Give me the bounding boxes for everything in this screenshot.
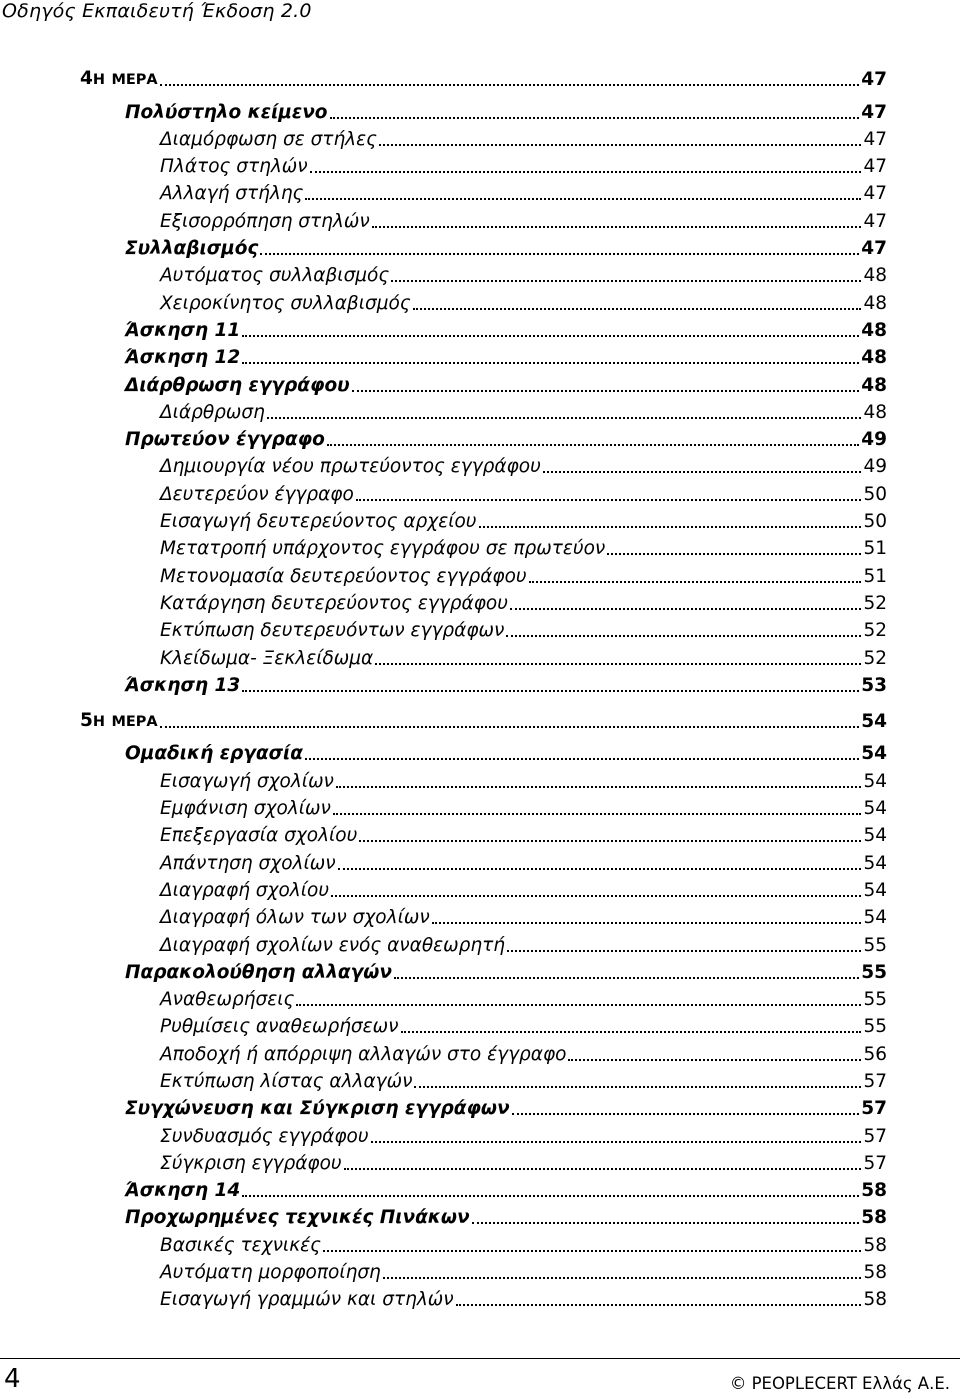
toc-entry-text: Συνδυασμός εγγράφου: [160, 1125, 369, 1147]
toc-entry-sub[interactable]: [0, 820, 887, 847]
toc-entry-sub[interactable]: [0, 902, 887, 929]
footer-page-number: 4: [4, 1364, 21, 1394]
toc-entry-section[interactable]: [0, 957, 887, 984]
toc-entry-sub[interactable]: [0, 1038, 887, 1065]
toc-page-number: 48: [861, 347, 887, 369]
toc-dot-leader: [510, 607, 862, 610]
toc-entry-sub[interactable]: [0, 1148, 887, 1175]
toc-entry-sub[interactable]: [0, 1257, 887, 1284]
toc-dot-leader: [391, 279, 861, 282]
toc-entry-text: Άσκηση 13: [125, 674, 241, 696]
toc-dot-leader: [432, 921, 862, 924]
toc-dot-leader: [352, 389, 860, 392]
toc-entry-sub[interactable]: [0, 1229, 887, 1256]
toc-page-number: 54: [861, 711, 887, 733]
toc-dot-leader: [607, 552, 861, 555]
toc-entry-text: Μετονομασία δευτερεύοντος εγγράφου: [160, 565, 527, 587]
toc-page-number: 47: [863, 210, 887, 232]
toc-day-ordinal: Η: [92, 72, 106, 89]
toc-entry-text: Βασικές τεχνικές: [160, 1234, 321, 1256]
toc-entry-sub[interactable]: [0, 642, 887, 669]
toc-dot-leader: [242, 689, 859, 692]
toc-entry-text: Αυτόματος συλλαβισμός: [160, 265, 390, 287]
toc-entry-text: Αποδοχή ή απόρριψη αλλαγών στο έγγραφο: [160, 1043, 567, 1065]
toc-page-number: 54: [863, 770, 887, 792]
toc-dot-leader: [330, 116, 860, 119]
toc-page-number: 54: [861, 743, 887, 765]
toc-entry-section[interactable]: [0, 1175, 887, 1202]
toc-page-number: 51: [863, 565, 887, 587]
toc-dot-leader: [242, 1194, 859, 1197]
toc-entry-text: Ομαδική εργασία: [125, 743, 303, 765]
toc-entry-text: Αναθεωρήσεις: [160, 989, 295, 1011]
toc-entry-section[interactable]: [0, 1202, 887, 1229]
toc-entry-sub[interactable]: [0, 1011, 887, 1038]
toc-dot-leader: [305, 757, 859, 760]
toc-entry-text: Εισαγωγή σχολίων: [160, 770, 334, 792]
toc-page-number: 54: [863, 852, 887, 874]
toc-dot-leader: [344, 1167, 862, 1170]
toc-page-number: 47: [863, 156, 887, 178]
toc-entry-sub[interactable]: [0, 560, 887, 587]
toc-entry-text: Εκτύπωση δευτερευόντων εγγράφων: [160, 620, 505, 642]
toc-dot-leader: [323, 1249, 861, 1252]
toc-entry-text: Εισαγωγή δευτερεύοντος αρχείου: [160, 511, 477, 533]
toc-entry-text: Συλλαβισμός: [125, 238, 259, 260]
toc-dot-leader: [507, 949, 861, 952]
toc-page-number: 54: [863, 879, 887, 901]
toc-entry-text: [80, 710, 158, 733]
toc-entry-text: Αλλαγή στήλης: [160, 183, 304, 205]
toc-entry-sub[interactable]: [0, 205, 887, 232]
toc-entry-text: Παρακολούθηση αλλαγών: [125, 961, 392, 983]
toc-dot-leader: [267, 416, 862, 419]
toc-dot-leader: [472, 1221, 860, 1224]
toc-entry-sub[interactable]: [0, 847, 887, 874]
toc-entry-text: Πλάτος στηλών: [160, 156, 308, 178]
toc-entry-sub[interactable]: [0, 124, 887, 151]
toc-page-number: 55: [863, 989, 887, 1011]
toc-entry-text: Διαμόρφωση σε στήλες: [160, 128, 377, 150]
toc-dot-leader: [372, 225, 862, 228]
toc-page-number: 49: [863, 456, 887, 478]
toc-page-number: 57: [861, 1098, 887, 1120]
footer-divider: [0, 1358, 960, 1359]
toc-page-number: 51: [863, 538, 887, 560]
toc-entry-sub[interactable]: [0, 875, 887, 902]
toc-dot-leader: [331, 894, 861, 897]
toc-entry-text: Χειροκίνητος συλλαβισμός: [160, 292, 411, 314]
toc-page-number: 57: [863, 1125, 887, 1147]
toc-entry-sub[interactable]: [0, 478, 887, 505]
toc-entry-text: Μετατροπή υπάρχοντος εγγράφου σε πρωτεύον: [160, 538, 606, 560]
toc-entry-text: Διάρθρωση: [160, 401, 265, 423]
toc-page-number: 52: [863, 592, 887, 614]
toc-page-number: 58: [863, 1289, 887, 1311]
toc-entry-sub[interactable]: [0, 765, 887, 792]
toc-dot-leader: [336, 785, 862, 788]
toc-dot-leader: [414, 1085, 861, 1088]
toc-entry-text: Συγχώνευση και Σύγκριση εγγράφων: [125, 1098, 510, 1120]
toc-entry-text: Πολύστηλο κείμενο: [125, 101, 328, 123]
toc-entry-sub[interactable]: [0, 588, 887, 615]
toc-entry-text: Άσκηση 14: [125, 1180, 241, 1202]
toc-dot-leader: [160, 83, 860, 86]
toc-dot-leader: [305, 197, 861, 200]
toc-page-number: 54: [863, 798, 887, 820]
toc-dot-leader: [413, 307, 862, 310]
toc-page-number: 58: [861, 1180, 887, 1202]
toc-day-number: 5: [80, 710, 93, 732]
toc-dot-leader: [338, 867, 862, 870]
toc-page-number: 55: [861, 961, 887, 983]
toc-entry-text: Κατάργηση δευτερεύοντος εγγράφου: [160, 592, 508, 614]
toc-page-number: 47: [863, 183, 887, 205]
toc-entry-sub[interactable]: [0, 984, 887, 1011]
toc-dot-leader: [296, 1003, 861, 1006]
toc-dot-leader: [394, 976, 859, 979]
toc-dot-leader: [543, 470, 862, 473]
toc-entry-text: Αυτόματη μορφοποίηση: [160, 1262, 381, 1284]
toc-entry-sub[interactable]: [0, 1066, 887, 1093]
toc-entry-text: Κλείδωμα- Ξεκλείδωμα: [160, 647, 374, 669]
toc-day-ordinal: Η: [92, 714, 106, 731]
toc-entry-text: Εμφάνιση σχολίων: [160, 798, 331, 820]
toc-entry-sub[interactable]: [0, 533, 887, 560]
toc-page-number: 53: [861, 674, 887, 696]
toc-entry-text: Άσκηση 12: [125, 347, 241, 369]
toc-entry-section[interactable]: [0, 233, 887, 260]
toc-page-number: 57: [863, 1152, 887, 1174]
toc-dot-leader: [512, 1112, 860, 1115]
toc-entry-section[interactable]: [0, 369, 887, 396]
toc-page-number: 47: [861, 238, 887, 260]
toc-dot-leader: [456, 1303, 862, 1306]
toc-dot-leader: [479, 525, 862, 528]
toc-page-number: 54: [863, 907, 887, 929]
toc-dot-leader: [401, 1030, 862, 1033]
toc-page-number: 47: [863, 128, 887, 150]
toc-page-number: 50: [863, 511, 887, 533]
toc-dot-leader: [333, 812, 862, 815]
toc-page-number: 48: [861, 319, 887, 341]
toc-entry-text: Επεξεργασία σχολίου: [160, 825, 358, 847]
toc-entry-sub[interactable]: [0, 929, 887, 956]
toc-entry-text: Διάρθρωση εγγράφου: [125, 374, 350, 396]
toc-page-number: 48: [861, 374, 887, 396]
toc-entry-sub[interactable]: [0, 1284, 887, 1311]
toc-page-number: 57: [863, 1070, 887, 1092]
toc-entry-section[interactable]: [0, 670, 887, 697]
toc-page-number: 50: [863, 483, 887, 505]
toc-entry-text: Απάντηση σχολίων: [160, 852, 336, 874]
toc-entry-sub[interactable]: [0, 260, 887, 287]
toc-entry-text: Εξισορρόπηση στηλών: [160, 210, 370, 232]
toc-entry-text: Δημιουργία νέου πρωτεύοντος εγγράφου: [160, 456, 541, 478]
toc-entry-sub[interactable]: [0, 397, 887, 424]
toc-entry-section[interactable]: [0, 1093, 887, 1120]
toc-entry-section[interactable]: [0, 424, 887, 451]
toc-page-number: 48: [863, 292, 887, 314]
toc-entry-text: Πρωτεύον έγγραφο: [125, 429, 325, 451]
toc-entry-text: [80, 68, 158, 91]
toc-dot-leader: [568, 1058, 861, 1061]
toc-page-number: 58: [861, 1207, 887, 1229]
toc-dot-leader: [327, 443, 859, 446]
toc-dot-leader: [383, 1276, 862, 1279]
toc-entry-section[interactable]: [0, 342, 887, 369]
toc-day-word: ΜΕΡΑ: [111, 72, 158, 89]
toc-dot-leader: [506, 634, 861, 637]
toc-entry-sub[interactable]: [0, 178, 887, 205]
toc-dot-leader: [371, 1140, 862, 1143]
toc-page-number: 47: [861, 101, 887, 123]
toc-dot-leader: [310, 170, 862, 173]
toc-page-number: 56: [863, 1043, 887, 1065]
toc-entry-text: Διαγραφή σχολίων ενός αναθεωρητή: [160, 934, 505, 956]
toc-page-number: 58: [863, 1234, 887, 1256]
toc-entry-text: Άσκηση 11: [125, 319, 241, 341]
toc-entry-section[interactable]: [0, 738, 887, 765]
toc-dot-leader: [379, 143, 861, 146]
toc-day-number: 4: [80, 68, 93, 90]
toc-dot-leader: [242, 361, 859, 364]
toc-dot-leader: [375, 662, 861, 665]
toc-entry-sub[interactable]: [0, 793, 887, 820]
toc-dot-leader: [356, 498, 862, 501]
toc-entry-sub[interactable]: [0, 506, 887, 533]
toc-dot-leader: [359, 839, 861, 842]
toc-dot-leader: [160, 725, 860, 728]
page-header-title: Οδηγός Εκπαιδευτή Έκδοση 2.0: [2, 0, 312, 22]
toc-entry-day[interactable]: [0, 706, 887, 733]
footer-copyright: © PEOPLECERT Ελλάς Α.Ε.: [729, 1374, 950, 1393]
toc-dot-leader: [260, 252, 859, 255]
toc-entry-sub[interactable]: [0, 1120, 887, 1147]
toc-entry-sub[interactable]: [0, 287, 887, 314]
toc-page-number: 55: [863, 1016, 887, 1038]
toc-page-number: 49: [861, 429, 887, 451]
toc-page-number: 52: [863, 620, 887, 642]
toc-day-word: ΜΕΡΑ: [111, 714, 158, 731]
toc-entry-text: Εισαγωγή γραμμών και στηλών: [160, 1289, 454, 1311]
toc-page-number: 55: [863, 934, 887, 956]
toc-entry-sub[interactable]: [0, 451, 887, 478]
table-of-contents: [0, 64, 960, 1311]
toc-entry-text: Διαγραφή σχολίου: [160, 879, 330, 901]
toc-page-number: 48: [863, 265, 887, 287]
toc-entry-text: Διαγραφή όλων των σχολίων: [160, 907, 430, 929]
toc-entry-text: Δευτερεύον έγγραφο: [160, 483, 354, 505]
toc-page-number: 54: [863, 825, 887, 847]
toc-entry-sub[interactable]: [0, 615, 887, 642]
toc-dot-leader: [242, 334, 859, 337]
toc-page-number: 58: [863, 1262, 887, 1284]
toc-entry-text: Προχωρημένες τεχνικές Πινάκων: [125, 1207, 470, 1229]
toc-entry-section[interactable]: [0, 96, 887, 123]
toc-entry-section[interactable]: [0, 315, 887, 342]
toc-page-number: 52: [863, 647, 887, 669]
toc-entry-sub[interactable]: [0, 151, 887, 178]
toc-entry-text: Ρυθμίσεις αναθεωρήσεων: [160, 1016, 399, 1038]
toc-page-number: 48: [863, 401, 887, 423]
toc-dot-leader: [529, 580, 862, 583]
toc-entry-text: Σύγκριση εγγράφου: [160, 1152, 342, 1174]
toc-entry-text: Εκτύπωση λίστας αλλαγών: [160, 1070, 413, 1092]
toc-page-number: 47: [861, 69, 887, 91]
toc-entry-day[interactable]: [0, 64, 887, 91]
